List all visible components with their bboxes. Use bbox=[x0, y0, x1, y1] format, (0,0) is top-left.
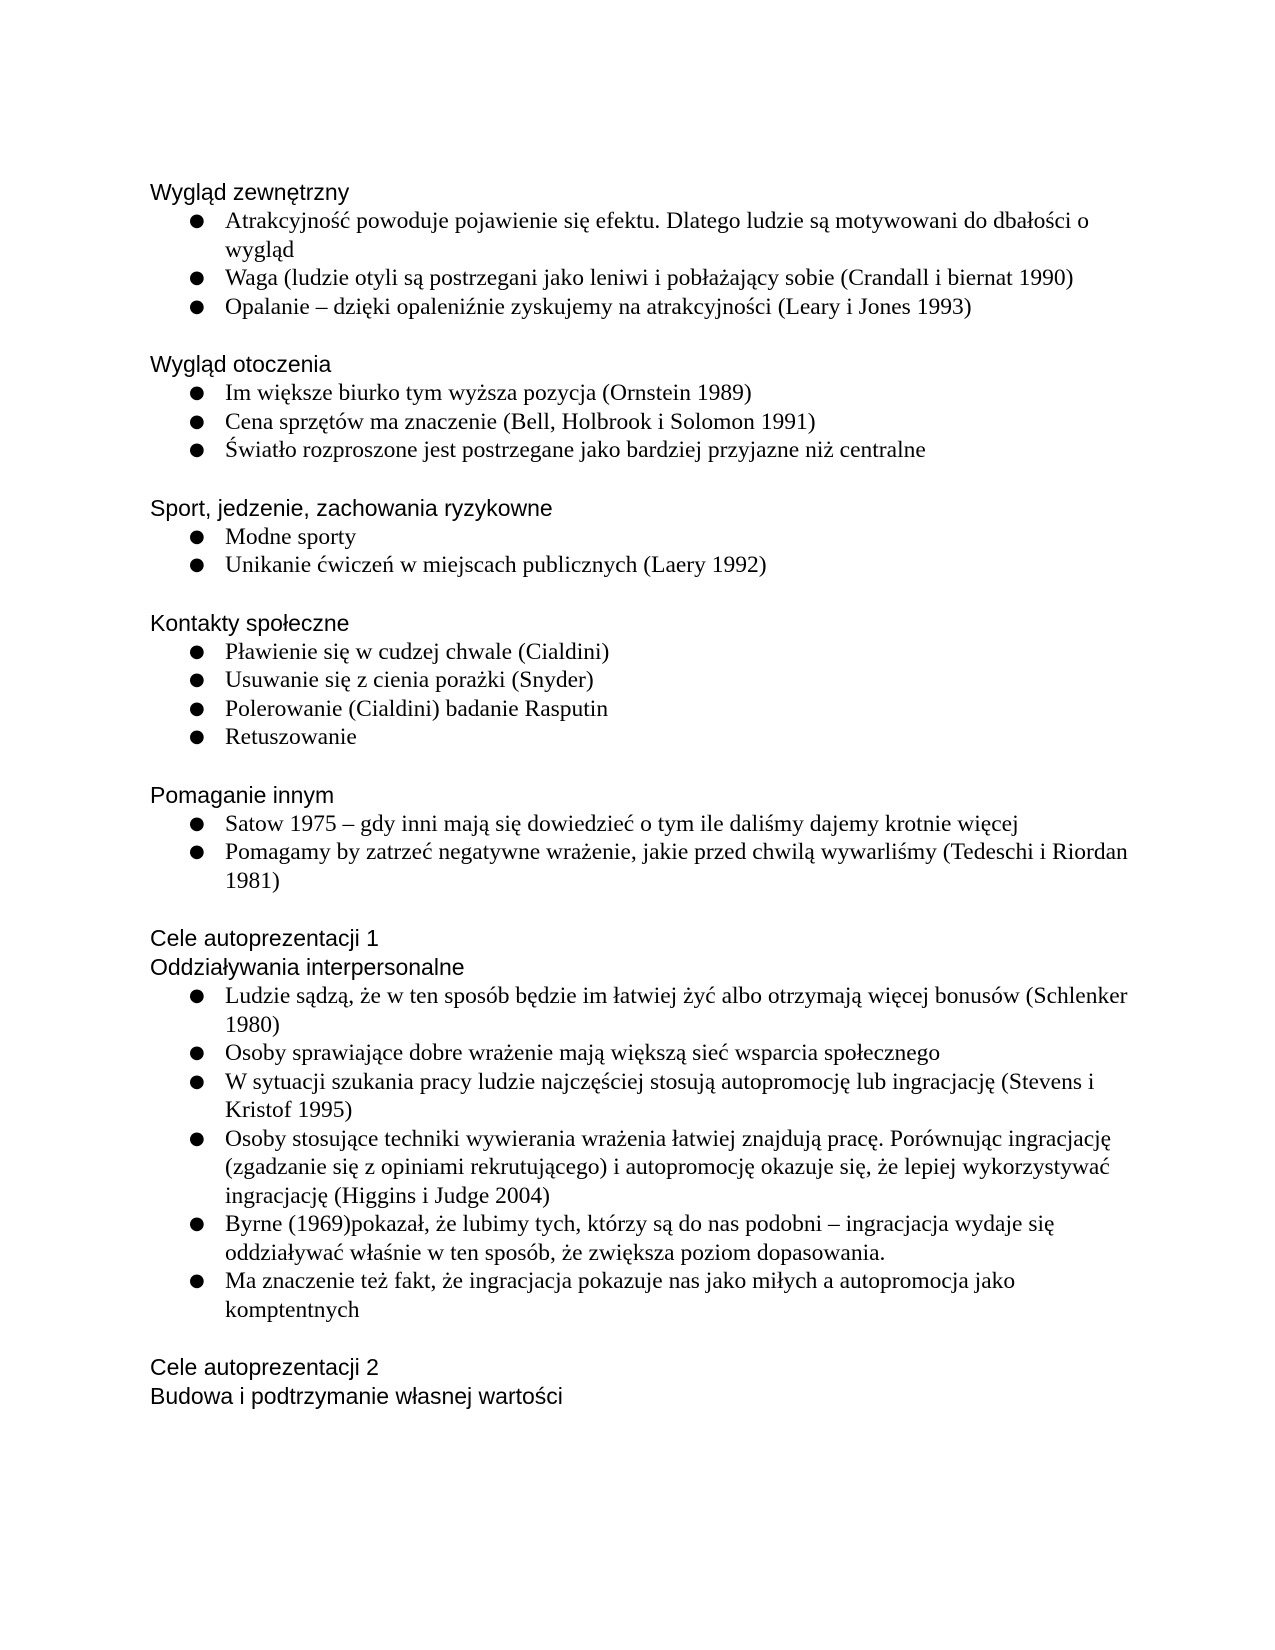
list-item-text: Usuwanie się z cienia porażki (Snyder) bbox=[225, 667, 594, 693]
bullet-icon: ● bbox=[189, 267, 205, 288]
bullet-icon: ● bbox=[189, 812, 205, 834]
list-item bbox=[150, 1039, 1130, 1068]
list-item bbox=[150, 436, 1130, 465]
list-item-text: Opalanie – dzięki opaleniźnie zyskujemy na atrakcyjności (Leary i Jones 1993) bbox=[225, 293, 972, 320]
list-item bbox=[150, 638, 1130, 667]
list-item bbox=[150, 293, 1130, 322]
bullet-list bbox=[150, 982, 1130, 1324]
bullet-icon: ● bbox=[189, 439, 205, 460]
bullet-icon: ● bbox=[189, 1127, 205, 1149]
list-item bbox=[150, 551, 1130, 580]
list-item-text: Unikanie ćwiczeń w miejscach publicznych (Laery 1992) bbox=[225, 552, 767, 578]
list-item bbox=[150, 838, 1130, 895]
bullet-list bbox=[150, 810, 1130, 896]
section-heading: Sport, jedzenie, zachowania ryzykowne bbox=[150, 494, 553, 521]
bullet-list bbox=[150, 638, 1130, 752]
list-item-text: Retuszowanie bbox=[225, 724, 357, 750]
bullet-icon: ● bbox=[189, 1070, 205, 1092]
section bbox=[150, 924, 1130, 1324]
list-item bbox=[150, 982, 1130, 1039]
list-item bbox=[150, 1068, 1130, 1125]
list-item-text: Byrne (1969)pokazał, że lubimy tych, którzy są do nas podobni – ingracjacja wydaje się oddziaływać właśnie w ten sposób, że zwiększa poziom dopasowania. bbox=[225, 1211, 1055, 1266]
list-item bbox=[150, 379, 1130, 408]
bullet-icon: ● bbox=[189, 985, 205, 1006]
list-item-text: Pławienie się w cudzej chwale (Cialdini) bbox=[225, 638, 610, 665]
list-item bbox=[150, 264, 1130, 293]
list-item bbox=[150, 523, 1130, 552]
section-heading: Budowa i podtrzymanie własnej wartości bbox=[150, 1383, 563, 1409]
bullet-icon: ● bbox=[189, 669, 205, 690]
list-item bbox=[150, 1267, 1130, 1324]
bullet-list bbox=[150, 379, 1130, 465]
bullet-icon: ● bbox=[189, 554, 205, 575]
list-item-text: W sytuacji szukania pracy ludzie najczęściej stosują autopromocję lub ingracjację (Stevens i Kristof 1995) bbox=[225, 1068, 1095, 1123]
bullet-list bbox=[150, 207, 1130, 321]
section-heading: Cele autoprezentacji 2 bbox=[150, 1354, 379, 1380]
bullet-icon: ● bbox=[189, 640, 205, 662]
section bbox=[150, 178, 1130, 321]
list-item bbox=[150, 1210, 1130, 1267]
section bbox=[150, 494, 1130, 580]
list-item-text: Pomagamy by zatrzeć negatywne wrażenie, jakie przed chwilą wywarliśmy (Tedeschi i Riordan 1981) bbox=[225, 839, 1128, 894]
bullet-icon: ● bbox=[189, 382, 205, 403]
list-item-text: Światło rozproszone jest postrzegane jako bardziej przyjazne niż centralne bbox=[225, 437, 926, 463]
bullet-icon: ● bbox=[189, 1270, 205, 1291]
list-item-text: Osoby sprawiające dobre wrażenie mają większą sieć wsparcia społecznego bbox=[225, 1040, 941, 1066]
list-item-text: Ma znaczenie też fakt, że ingracjacja pokazuje nas jako miłych a autopromocja jako komptentnych bbox=[225, 1268, 1016, 1323]
section-heading: Pomaganie innym bbox=[150, 781, 335, 808]
section-heading: Cele autoprezentacji 1 bbox=[150, 925, 379, 951]
bullet-list bbox=[150, 523, 1130, 580]
bullet-icon: ● bbox=[189, 295, 205, 317]
list-item-text: Atrakcyjność powoduje pojawienie się efektu. Dlatego ludzie są motywowani do dbałości o wygląd bbox=[225, 208, 1090, 263]
list-item-text: Osoby stosujące techniki wywierania wrażenia łatwiej znajdują pracę. Porównując ingracjację (zgadzanie się z opiniami rekrutującego) i autopromocję okazuje się, że lepiej wykorzystywać ingracjację (Higgins i Judge 2004) bbox=[225, 1125, 1112, 1209]
section bbox=[150, 609, 1130, 752]
section-heading: Kontakty społeczne bbox=[150, 609, 350, 636]
list-item-text: Cena sprzętów ma znaczenie (Bell, Holbrook i Solomon 1991) bbox=[225, 408, 816, 435]
list-item bbox=[150, 695, 1130, 724]
list-item bbox=[150, 723, 1130, 752]
list-item bbox=[150, 1125, 1130, 1211]
bullet-icon: ● bbox=[189, 726, 205, 747]
section-heading: Wygląd otoczenia bbox=[150, 351, 332, 377]
bullet-icon: ● bbox=[189, 841, 205, 862]
bullet-icon: ● bbox=[189, 697, 205, 719]
section bbox=[150, 350, 1130, 465]
list-item-text: Waga (ludzie otyli są postrzegani jako leniwi i pobłażający sobie (Crandall i biernat 1990) bbox=[225, 265, 1074, 291]
list-item bbox=[150, 666, 1130, 695]
section-heading: Oddziaływania interpersonalne bbox=[150, 954, 465, 980]
document-body bbox=[150, 178, 1130, 1440]
list-item-text: Satow 1975 – gdy inni mają się dowiedzieć o tym ile daliśmy dajemy krotnie więcej bbox=[225, 810, 1019, 837]
list-item-text: Modne sporty bbox=[225, 523, 357, 550]
section bbox=[150, 1353, 1130, 1411]
list-item-text: Polerowanie (Cialdini) badanie Rasputin bbox=[225, 695, 609, 722]
bullet-icon: ● bbox=[189, 410, 205, 432]
list-item bbox=[150, 810, 1130, 839]
bullet-icon: ● bbox=[189, 210, 205, 231]
list-item-text: Im większe biurko tym wyższa pozycja (Ornstein 1989) bbox=[225, 380, 752, 406]
list-item bbox=[150, 207, 1130, 264]
bullet-icon: ● bbox=[189, 525, 205, 547]
section bbox=[150, 781, 1130, 896]
list-item bbox=[150, 408, 1130, 437]
bullet-icon: ● bbox=[189, 1042, 205, 1063]
section-heading: Wygląd zewnętrzny bbox=[150, 179, 350, 205]
bullet-icon: ● bbox=[189, 1213, 205, 1234]
list-item-text: Ludzie sądzą, że w ten sposób będzie im łatwiej żyć albo otrzymają więcej bonusów (Schlenker 1980) bbox=[225, 983, 1128, 1038]
